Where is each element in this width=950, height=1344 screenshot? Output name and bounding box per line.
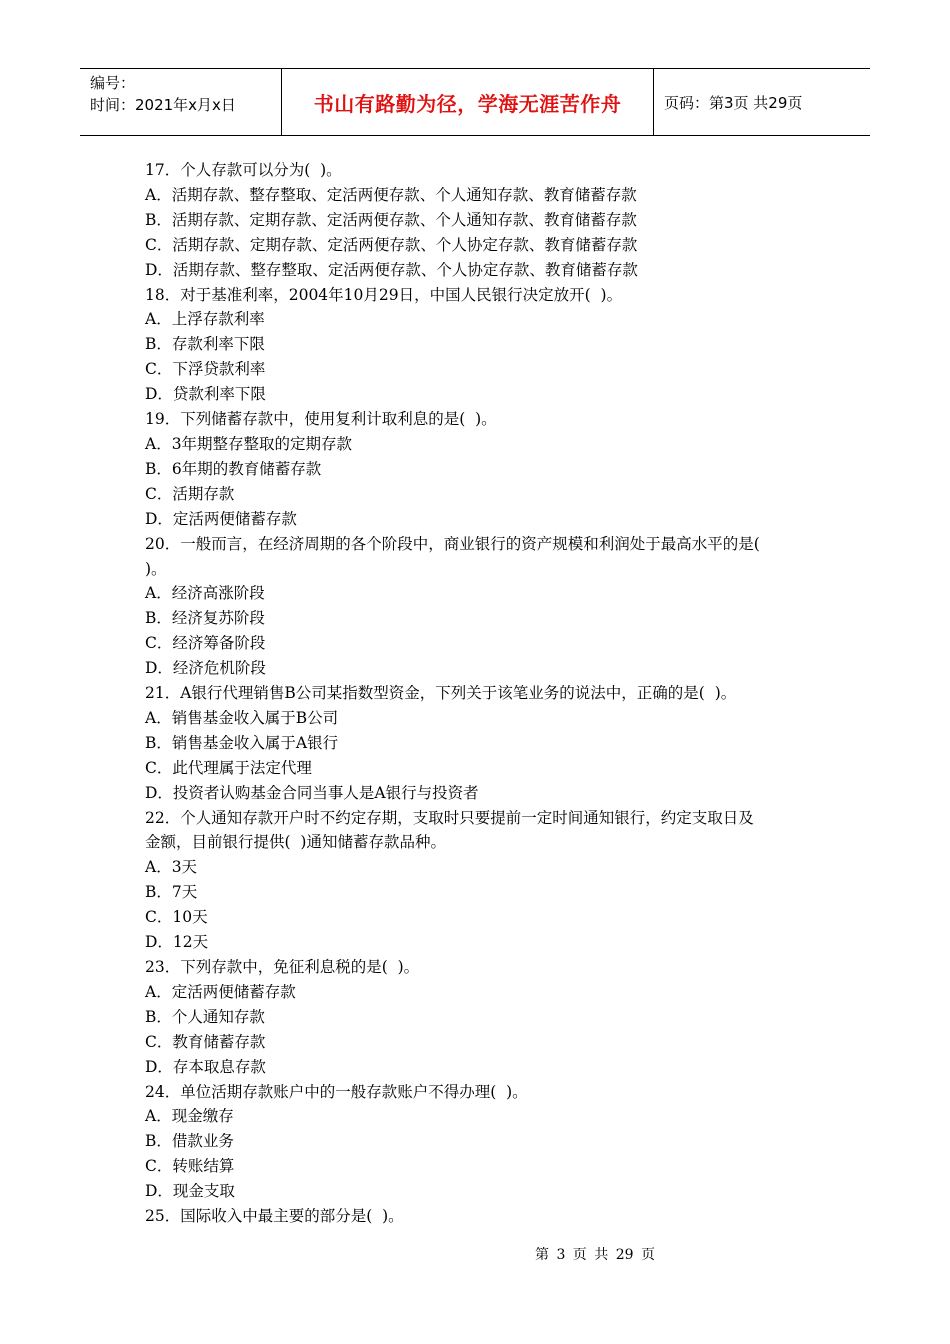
text-line: C．转账结算 (145, 1157, 235, 1176)
text-line: D．存本取息存款 (145, 1057, 266, 1076)
text-line: C．此代理属于法定代理 (145, 758, 312, 777)
header-page-info: 页码：第3页 共29页 (664, 93, 803, 112)
text-line: 22．个人通知存款开户时不约定存期，支取时只要提前一定时间通知银行，约定支取日及 (145, 808, 754, 827)
text-line: D．贷款利率下限 (145, 385, 266, 404)
text-line: A．经济高涨阶段 (145, 584, 265, 603)
header-motto: 书山有路勤为径，学海无涯苦作舟 (282, 69, 654, 135)
text-line: D．12天 (145, 933, 209, 952)
text-line: 21．A银行代理销售B公司某指数型资金，下列关于该笔业务的说法中，正确的是( )。 (145, 684, 737, 703)
document-number-label: 编号： (90, 74, 136, 92)
text-line: D．现金支取 (145, 1182, 235, 1201)
text-line: 20．一般而言，在经济周期的各个阶段中，商业银行的资产规模和利润处于最高水平的是( (145, 534, 760, 553)
text-line: 金额，目前银行提供( )通知储蓄存款品种。 (145, 833, 446, 852)
text-line: A．销售基金收入属于B公司 (145, 708, 339, 727)
text-line: B．经济复苏阶段 (145, 609, 265, 628)
text-line: C．教育储蓄存款 (145, 1032, 266, 1051)
page-header (80, 68, 870, 136)
text-line: B．存款利率下限 (145, 335, 265, 354)
text-line: A．3年期整存整取的定期存款 (145, 434, 353, 453)
text-line: )。 (145, 559, 167, 578)
text-line: B．7天 (145, 883, 198, 902)
text-line: A．定活两便储蓄存款 (145, 982, 296, 1001)
text-line: B．借款业务 (145, 1132, 234, 1151)
document-time-label: 时间：2021年x月x日 (90, 96, 236, 114)
text-line: C．10天 (145, 908, 208, 927)
text-line: C．活期存款、定期存款、定活两便存款、个人协定存款、教育储蓄存款 (145, 235, 638, 254)
text-line: A．上浮存款利率 (145, 310, 265, 329)
text-line: B．销售基金收入属于A银行 (145, 733, 339, 752)
text-line: C．活期存款 (145, 484, 235, 503)
text-line: D．投资者认购基金合同当事人是A银行与投资者 (145, 783, 479, 802)
question-list (145, 158, 825, 1229)
text-line: D．定活两便储蓄存款 (145, 509, 297, 528)
text-line: D．经济危机阶段 (145, 659, 266, 678)
text-line: 17．个人存款可以分为( )。 (145, 161, 342, 179)
text-line: 19．下列储蓄存款中，使用复利计取利息的是( )。 (145, 410, 497, 429)
text-line: 18．对于基准利率，2004年10月29日，中国人民银行决定放开( )。 (145, 285, 623, 304)
text-line: B．6年期的教育储蓄存款 (145, 459, 322, 478)
text-line: C．经济筹备阶段 (145, 634, 266, 653)
text-line: B．活期存款、定期存款、定活两便存款、个人通知存款、教育储蓄存款 (145, 210, 637, 229)
text-line: A．活期存款、整存整取、定活两便存款、个人通知存款、教育储蓄存款 (145, 185, 637, 204)
text-line: D．活期存款、整存整取、定活两便存款、个人协定存款、教育储蓄存款 (145, 260, 638, 279)
header-meta (80, 69, 282, 135)
page-footer: 第 3 页 共 29 页 (535, 1247, 655, 1263)
text-line: A．3天 (145, 858, 198, 877)
text-line: 24．单位活期存款账户中的一般存款账户不得办理( )。 (145, 1082, 528, 1101)
text-line: 25．国际收入中最主要的部分是( )。 (145, 1207, 404, 1226)
text-line: C．下浮贷款利率 (145, 360, 266, 379)
text-line: A．现金缴存 (145, 1107, 234, 1126)
text-line: 23．下列存款中，免征利息税的是( )。 (145, 958, 420, 976)
text-line: B．个人通知存款 (145, 1007, 265, 1026)
